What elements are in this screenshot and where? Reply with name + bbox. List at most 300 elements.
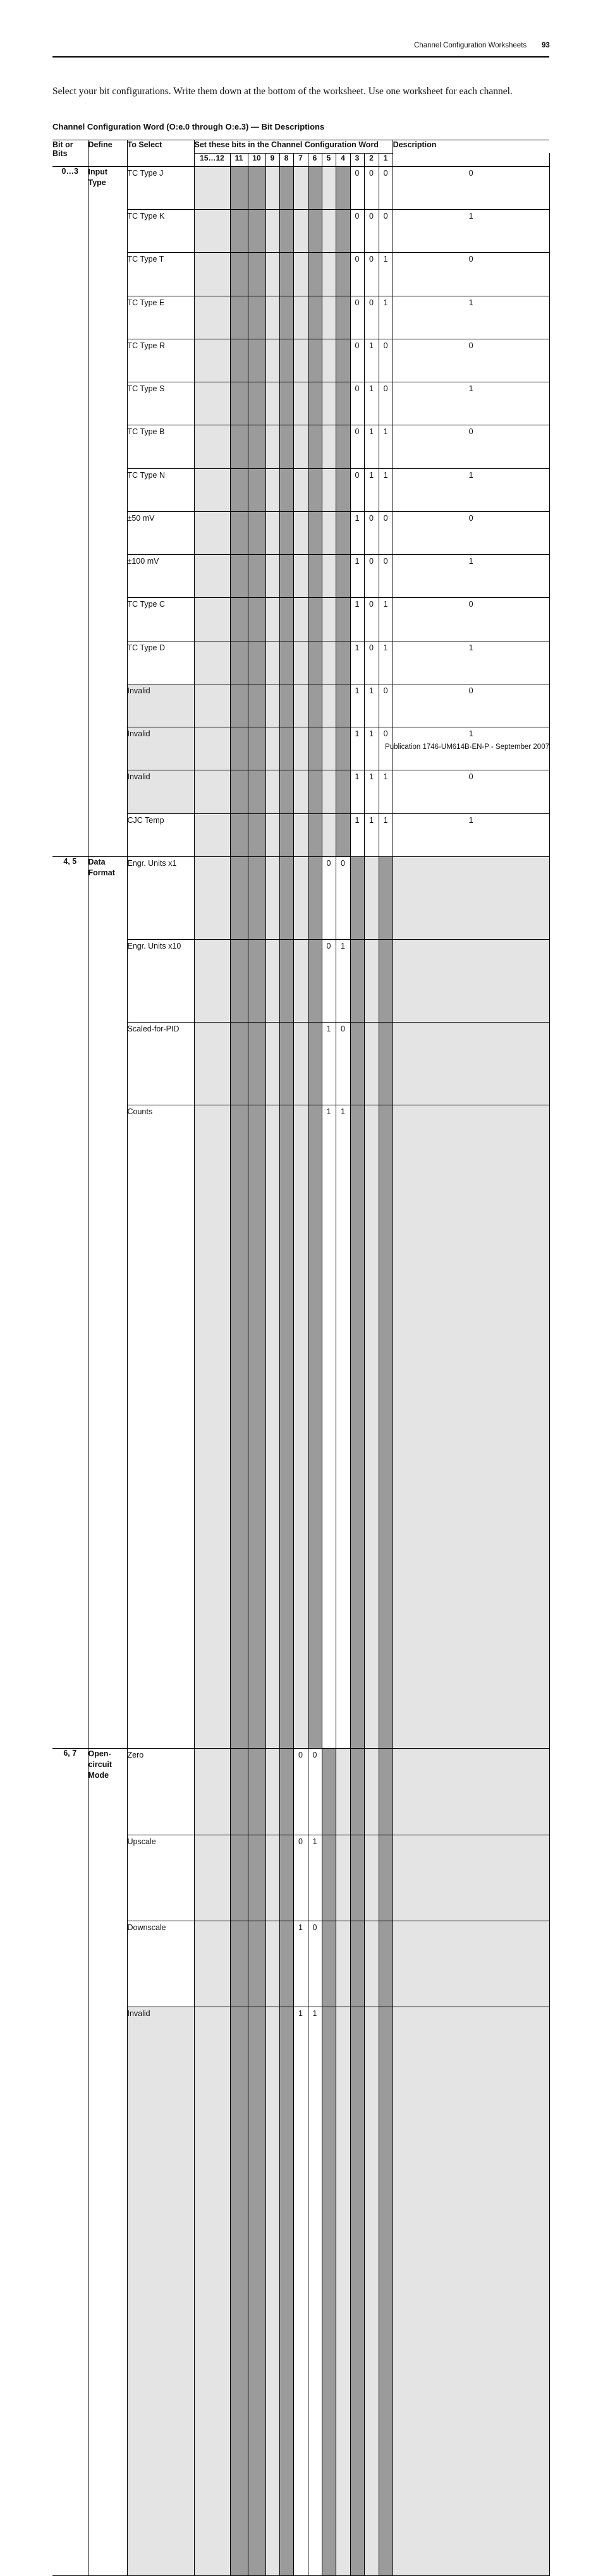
page-number: 93 (542, 42, 550, 49)
unused-bit-cell (308, 598, 322, 641)
unused-bit-cell (279, 296, 293, 339)
bit-value: 1 (322, 1023, 336, 1105)
bit-value: 1 (379, 253, 393, 296)
unused-bit-cell (336, 296, 350, 339)
bit-value: 0 (350, 167, 364, 210)
bit-value: 0 (336, 856, 350, 939)
unused-bit-cell (336, 1835, 350, 1921)
bit-value: 1 (393, 382, 549, 425)
bit-value: 0 (379, 511, 393, 554)
select-option: TC Type S (127, 382, 194, 425)
unused-bit-cell (293, 167, 308, 210)
unused-bit-cell (279, 382, 293, 425)
unused-bit-cell (194, 598, 230, 641)
unused-bit-cell (248, 2007, 265, 2575)
bit-value: 1 (308, 2007, 322, 2575)
bit-value: 0 (379, 727, 393, 770)
unused-bit-cell (322, 1749, 336, 1835)
unused-bit-cell (322, 425, 336, 468)
bit-value: 1 (350, 813, 364, 856)
unused-bit-cell (279, 598, 293, 641)
select-option: TC Type D (127, 641, 194, 684)
unused-bit-cell (322, 770, 336, 813)
col-header-set-bits: Set these bits in the Channel Configuration Word (194, 140, 393, 154)
unused-bit-cell (350, 1921, 364, 2007)
unused-bit-cell (379, 1921, 393, 2007)
bit-value: 1 (293, 2007, 308, 2575)
bit-value: 1 (379, 770, 393, 813)
bit-value: 0 (379, 382, 393, 425)
unused-bit-cell (393, 2007, 549, 2575)
unused-bit-cell (248, 511, 265, 554)
unused-bit-cell (230, 684, 248, 727)
unused-bit-cell (364, 1921, 379, 2007)
unused-bit-cell (308, 167, 322, 210)
unused-bit-cell (230, 296, 248, 339)
unused-bit-cell (194, 1023, 230, 1105)
bit-value: 0 (322, 939, 336, 1022)
unused-bit-cell (293, 598, 308, 641)
unused-bit-cell (350, 1835, 364, 1921)
unused-bit-cell (279, 856, 293, 939)
unused-bit-cell (308, 339, 322, 382)
unused-bit-cell (248, 770, 265, 813)
unused-bit-cell (279, 339, 293, 382)
unused-bit-cell (248, 1921, 265, 2007)
unused-bit-cell (308, 684, 322, 727)
bit-value: 0 (393, 511, 549, 554)
select-option: Counts (127, 1105, 194, 1749)
bit-value: 0 (364, 296, 379, 339)
select-option: ±50 mV (127, 511, 194, 554)
unused-bit-cell (336, 555, 350, 598)
unused-bit-cell (393, 1023, 549, 1105)
bit-value: 1 (350, 770, 364, 813)
table-row (52, 339, 549, 382)
unused-bit-cell (336, 641, 350, 684)
bit-value: 1 (364, 684, 379, 727)
bit-label: 7 (293, 154, 308, 167)
unused-bit-cell (322, 1835, 336, 1921)
bit-value: 0 (350, 253, 364, 296)
unused-bit-cell (293, 425, 308, 468)
bit-value: 1 (364, 425, 379, 468)
unused-bit-cell (279, 684, 293, 727)
unused-bit-cell (293, 210, 308, 253)
unused-bit-cell (279, 1835, 293, 1921)
group-define: Open-circuit Mode (88, 1749, 127, 2575)
select-option: TC Type E (127, 296, 194, 339)
bit-value: 0 (350, 210, 364, 253)
table-row (52, 598, 549, 641)
unused-bit-cell (265, 382, 279, 425)
unused-bit-cell (230, 1749, 248, 1835)
bit-value: 0 (364, 253, 379, 296)
table-row (52, 382, 549, 425)
bit-value: 1 (350, 684, 364, 727)
select-option: TC Type T (127, 253, 194, 296)
unused-bit-cell (248, 1023, 265, 1105)
unused-bit-cell (322, 555, 336, 598)
unused-bit-cell (308, 253, 322, 296)
bit-value: 0 (308, 1749, 322, 1835)
bit-value: 1 (364, 813, 379, 856)
unused-bit-cell (248, 296, 265, 339)
unused-bit-cell (194, 382, 230, 425)
unused-bit-cell (308, 856, 322, 939)
bit-value: 0 (364, 555, 379, 598)
unused-bit-cell (350, 2007, 364, 2575)
unused-bit-cell (308, 813, 322, 856)
unused-bit-cell (248, 939, 265, 1022)
unused-bit-cell (364, 1105, 379, 1749)
unused-bit-cell (194, 1835, 230, 1921)
unused-bit-cell (194, 1105, 230, 1749)
bit-label: 15…12 (194, 154, 230, 167)
table-row (52, 1921, 549, 2007)
bit-value: 1 (322, 1105, 336, 1749)
unused-bit-cell (265, 684, 279, 727)
bit-value: 1 (379, 598, 393, 641)
unused-bit-cell (194, 856, 230, 939)
unused-bit-cell (322, 468, 336, 511)
unused-bit-cell (230, 382, 248, 425)
table-row (52, 1749, 549, 1835)
unused-bit-cell (336, 468, 350, 511)
group-define: Input Type (88, 167, 127, 857)
unused-bit-cell (230, 167, 248, 210)
unused-bit-cell (230, 856, 248, 939)
unused-bit-cell (230, 598, 248, 641)
unused-bit-cell (279, 468, 293, 511)
unused-bit-cell (364, 2007, 379, 2575)
unused-bit-cell (336, 727, 350, 770)
table-row (52, 555, 549, 598)
unused-bit-cell (293, 727, 308, 770)
unused-bit-cell (322, 296, 336, 339)
unused-bit-cell (279, 939, 293, 1022)
select-option: TC Type J (127, 167, 194, 210)
unused-bit-cell (393, 939, 549, 1022)
unused-bit-cell (265, 468, 279, 511)
bit-value: 0 (379, 167, 393, 210)
bit-value: 0 (393, 339, 549, 382)
unused-bit-cell (265, 2007, 279, 2575)
select-option: TC Type N (127, 468, 194, 511)
unused-bit-cell (393, 1749, 549, 1835)
table-row (52, 1835, 549, 1921)
unused-bit-cell (322, 598, 336, 641)
bit-value: 0 (364, 511, 379, 554)
unused-bit-cell (248, 813, 265, 856)
unused-bit-cell (336, 253, 350, 296)
unused-bit-cell (336, 770, 350, 813)
bit-value: 1 (350, 641, 364, 684)
unused-bit-cell (336, 1921, 350, 2007)
bit-value: 1 (364, 339, 379, 382)
unused-bit-cell (293, 684, 308, 727)
unused-bit-cell (350, 939, 364, 1022)
bit-value: 0 (364, 167, 379, 210)
group-bits: 0…3 (52, 167, 88, 857)
unused-bit-cell (230, 813, 248, 856)
unused-bit-cell (308, 770, 322, 813)
table-row (52, 2007, 549, 2575)
bit-value: 0 (393, 167, 549, 210)
unused-bit-cell (194, 1749, 230, 1835)
unused-bit-cell (194, 2007, 230, 2575)
select-option: Upscale (127, 1835, 194, 1921)
table-row (52, 813, 549, 856)
unused-bit-cell (322, 684, 336, 727)
unused-bit-cell (308, 468, 322, 511)
group-bits: 4, 5 (52, 856, 88, 1749)
table-row (52, 684, 549, 727)
bit-value: 0 (308, 1921, 322, 2007)
unused-bit-cell (279, 641, 293, 684)
unused-bit-cell (194, 253, 230, 296)
unused-bit-cell (230, 770, 248, 813)
unused-bit-cell (308, 425, 322, 468)
select-option: TC Type C (127, 598, 194, 641)
group-define: Data Format (88, 856, 127, 1749)
unused-bit-cell (308, 727, 322, 770)
unused-bit-cell (194, 641, 230, 684)
unused-bit-cell (248, 253, 265, 296)
unused-bit-cell (265, 425, 279, 468)
table-row (52, 856, 549, 939)
col-header-define: Define (88, 140, 127, 167)
table-row (52, 1105, 549, 1749)
bit-value: 0 (293, 1835, 308, 1921)
bit-value: 1 (364, 382, 379, 425)
running-header: Channel Configuration Worksheets (414, 42, 527, 49)
unused-bit-cell (293, 468, 308, 511)
unused-bit-cell (293, 939, 308, 1022)
unused-bit-cell (336, 339, 350, 382)
unused-bit-cell (230, 511, 248, 554)
unused-bit-cell (322, 382, 336, 425)
unused-bit-cell (393, 1835, 549, 1921)
unused-bit-cell (265, 770, 279, 813)
unused-bit-cell (293, 641, 308, 684)
bit-label: 2 (364, 154, 379, 167)
unused-bit-cell (279, 210, 293, 253)
bit-value: 0 (350, 296, 364, 339)
unused-bit-cell (265, 210, 279, 253)
unused-bit-cell (364, 1023, 379, 1105)
unused-bit-cell (248, 339, 265, 382)
bit-value: 0 (393, 253, 549, 296)
unused-bit-cell (308, 641, 322, 684)
unused-bit-cell (336, 684, 350, 727)
unused-bit-cell (194, 684, 230, 727)
unused-bit-cell (308, 511, 322, 554)
table-row (52, 770, 549, 813)
unused-bit-cell (265, 727, 279, 770)
select-option: Invalid (127, 2007, 194, 2575)
group-bits: 6, 7 (52, 1749, 88, 2575)
unused-bit-cell (322, 641, 336, 684)
table-row (52, 468, 549, 511)
unused-bit-cell (308, 210, 322, 253)
col-header-bits: Bit or Bits (52, 140, 88, 167)
unused-bit-cell (194, 555, 230, 598)
unused-bit-cell (194, 296, 230, 339)
bit-label: 5 (322, 154, 336, 167)
unused-bit-cell (350, 1105, 364, 1749)
unused-bit-cell (279, 511, 293, 554)
unused-bit-cell (230, 339, 248, 382)
unused-bit-cell (265, 253, 279, 296)
unused-bit-cell (265, 939, 279, 1022)
unused-bit-cell (322, 511, 336, 554)
unused-bit-cell (293, 296, 308, 339)
unused-bit-cell (293, 382, 308, 425)
bit-label: 8 (279, 154, 293, 167)
unused-bit-cell (336, 598, 350, 641)
unused-bit-cell (322, 727, 336, 770)
unused-bit-cell (393, 856, 549, 939)
bit-value: 0 (364, 210, 379, 253)
unused-bit-cell (265, 511, 279, 554)
table-row (52, 253, 549, 296)
unused-bit-cell (230, 468, 248, 511)
unused-bit-cell (379, 1105, 393, 1749)
unused-bit-cell (248, 727, 265, 770)
table-row (52, 939, 549, 1022)
unused-bit-cell (322, 339, 336, 382)
bit-value: 0 (364, 598, 379, 641)
publication-footer: Publication 1746-UM614B-EN-P - September 2007 (385, 743, 549, 751)
bit-value: 1 (393, 727, 549, 770)
unused-bit-cell (293, 856, 308, 939)
unused-bit-cell (308, 939, 322, 1022)
unused-bit-cell (230, 555, 248, 598)
select-option: ±100 mV (127, 555, 194, 598)
unused-bit-cell (194, 339, 230, 382)
unused-bit-cell (230, 1835, 248, 1921)
unused-bit-cell (322, 1921, 336, 2007)
table-row (52, 210, 549, 253)
unused-bit-cell (194, 813, 230, 856)
bit-value: 0 (350, 339, 364, 382)
unused-bit-cell (293, 555, 308, 598)
unused-bit-cell (379, 1749, 393, 1835)
unused-bit-cell (230, 425, 248, 468)
bit-label: 4 (336, 154, 350, 167)
unused-bit-cell (230, 253, 248, 296)
unused-bit-cell (248, 425, 265, 468)
unused-bit-cell (248, 641, 265, 684)
bit-value: 1 (336, 939, 350, 1022)
bit-value: 0 (379, 555, 393, 598)
unused-bit-cell (265, 1921, 279, 2007)
unused-bit-cell (248, 167, 265, 210)
unused-bit-cell (279, 253, 293, 296)
select-option: TC Type R (127, 339, 194, 382)
unused-bit-cell (248, 382, 265, 425)
select-option: TC Type B (127, 425, 194, 468)
unused-bit-cell (230, 1921, 248, 2007)
bit-label: 6 (308, 154, 322, 167)
table-title: Channel Configuration Word (O:e.0 through O:e.3) — Bit Descriptions (52, 122, 325, 131)
bit-value: 1 (336, 1105, 350, 1749)
bit-value: 0 (322, 856, 336, 939)
bit-value: 0 (393, 425, 549, 468)
unused-bit-cell (308, 555, 322, 598)
unused-bit-cell (293, 339, 308, 382)
unused-bit-cell (194, 425, 230, 468)
select-option: Zero (127, 1749, 194, 1835)
unused-bit-cell (350, 1749, 364, 1835)
unused-bit-cell (322, 253, 336, 296)
bit-value: 1 (364, 770, 379, 813)
unused-bit-cell (194, 727, 230, 770)
bit-value: 0 (350, 468, 364, 511)
bit-value: 1 (364, 727, 379, 770)
unused-bit-cell (364, 1835, 379, 1921)
bit-value: 1 (293, 1921, 308, 2007)
unused-bit-cell (364, 939, 379, 1022)
unused-bit-cell (308, 382, 322, 425)
unused-bit-cell (393, 1921, 549, 2007)
table-row (52, 1023, 549, 1105)
unused-bit-cell (308, 1023, 322, 1105)
select-option: Engr. Units x1 (127, 856, 194, 939)
unused-bit-cell (248, 856, 265, 939)
unused-bit-cell (230, 1105, 248, 1749)
bit-label: 10 (248, 154, 265, 167)
unused-bit-cell (194, 210, 230, 253)
bit-value: 1 (308, 1835, 322, 1921)
unused-bit-cell (336, 382, 350, 425)
unused-bit-cell (293, 1105, 308, 1749)
bit-value: 0 (379, 339, 393, 382)
select-option: Invalid (127, 727, 194, 770)
unused-bit-cell (336, 813, 350, 856)
bit-value: 0 (364, 641, 379, 684)
unused-bit-cell (265, 641, 279, 684)
select-option: Invalid (127, 684, 194, 727)
unused-bit-cell (393, 1105, 549, 1749)
bit-value: 1 (393, 210, 549, 253)
bit-value: 0 (393, 770, 549, 813)
unused-bit-cell (265, 1023, 279, 1105)
bit-label: 9 (265, 154, 279, 167)
unused-bit-cell (279, 1749, 293, 1835)
unused-bit-cell (248, 468, 265, 511)
unused-bit-cell (248, 598, 265, 641)
unused-bit-cell (230, 2007, 248, 2575)
bit-label: 1 (379, 154, 393, 167)
bit-value: 0 (393, 684, 549, 727)
unused-bit-cell (194, 511, 230, 554)
unused-bit-cell (230, 939, 248, 1022)
bit-value: 1 (350, 598, 364, 641)
unused-bit-cell (279, 2007, 293, 2575)
table-row (52, 425, 549, 468)
unused-bit-cell (336, 1749, 350, 1835)
select-option: Scaled-for-PID (127, 1023, 194, 1105)
bit-value: 1 (393, 296, 549, 339)
bit-label: 11 (230, 154, 248, 167)
unused-bit-cell (230, 727, 248, 770)
unused-bit-cell (308, 1105, 322, 1749)
table-row (52, 511, 549, 554)
unused-bit-cell (194, 167, 230, 210)
col-header-to-select: To Select (127, 140, 194, 167)
